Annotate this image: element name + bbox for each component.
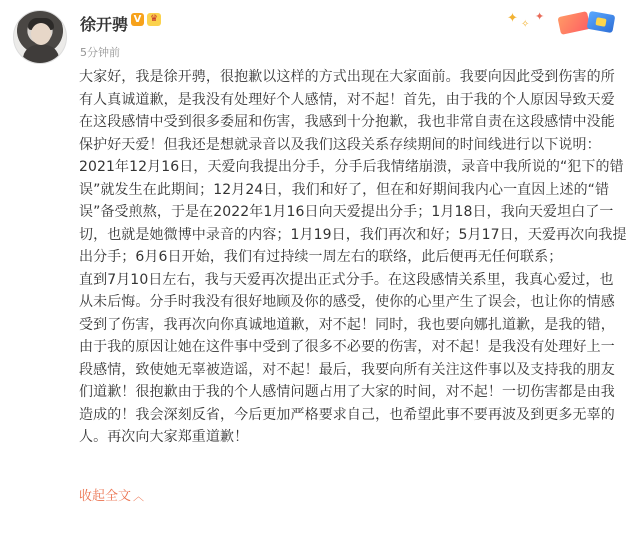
avatar-body	[23, 45, 59, 64]
post-content	[79, 66, 627, 449]
post-timestamp[interactable]: 5分钟前	[80, 46, 120, 59]
decoration-badge-icon	[505, 10, 617, 38]
avatar[interactable]	[13, 10, 67, 64]
vip-badge-icon[interactable]: ♛	[147, 13, 161, 26]
post-paragraph: 大家好，我是徐开骋，很抱歉以这样的方式出现在大家面前。我要向因此受到伤害的所有人真诚道歉，是我没有处理好个人感情，对不起！首先，由于我的个人原因导致天爱在这段感情中受到很多委屈和伤害，我感到十分抱歉，我也非常自责在这段感情中没能保护好天爱！但我还是想就录音以及我们这段关系存续期间的时间线进行以下说明：2021年12月16日，天爱向我提出分手，分手后我情绪崩溃，录音中我所说的“犯下的错误”就发生在此期间；12月24日，我们和好了，但在和好期间我内心一直因上述的“错误”备受煎熬，于是在2022年1月16日向天爱提出分手；1月18日，我向天爱坦白了一切，也就是她微博中录音的内容；1月19日，我们再次和好；5月17日，天爱再次向我提出分手；6月6日开始，我们有过持续一周左右的联络，此后便再无任何联系；	[79, 69, 627, 265]
sparkle-icon: ✦	[507, 11, 518, 26]
sparkle-icon: ✦	[535, 10, 545, 23]
post-paragraph: 直到7月10日左右，我与天爱再次提出正式分手。在这段感情关系里，我真心爱过，也从未后悔。分手时我没有很好地顾及你的感受，使你的心里产生了误会，也让你的情感受到了伤害，我再次向你真诚地道歉，对不起！同时，我也要向娜扎道歉，是我的错，由于我的原因让她在这件事中受到了很多不必要的伤害，对不起！是我没有处理好上一段感情，致使她无辜被造谣，对不起！最后，我要向所有关注这件事以及支持我的朋友们道歉！很抱歉由于我的个人感情问题占用了大家的时间，对不起！一切伤害都是由我造成的！我会深刻反省，今后更加严格要求自己，也希望此事不要再波及到更多无辜的人。再次向大家郑重道歉！	[79, 271, 615, 445]
avatar-face	[31, 23, 51, 45]
card-icon	[557, 11, 590, 35]
chevron-up-icon: ︿	[133, 490, 145, 503]
sparkle-icon: ✧	[521, 19, 530, 30]
gift-icon	[587, 11, 616, 33]
collapse-button[interactable]	[79, 485, 144, 504]
username[interactable]: 徐开骋	[80, 15, 129, 34]
collapse-label: 收起全文	[79, 489, 132, 504]
verified-icon: V	[131, 13, 144, 26]
